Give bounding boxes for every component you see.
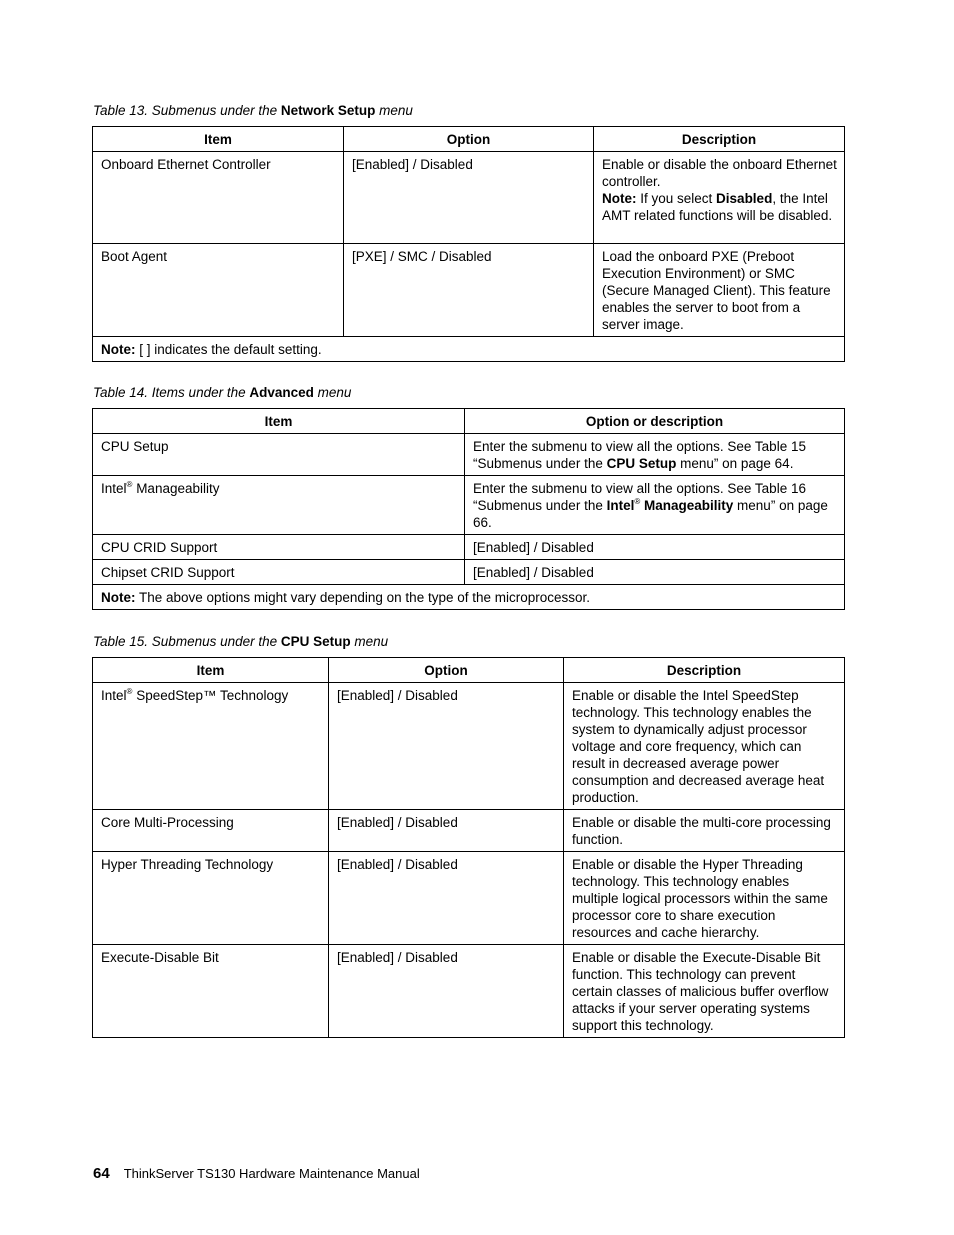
option-cell: [Enabled] / Disabled [329, 810, 564, 852]
option-cell: [Enabled] / Disabled [344, 152, 594, 244]
table-note-row [93, 337, 845, 362]
column-header: Description [564, 658, 845, 683]
table15 [92, 657, 845, 1038]
item-cell: Chipset CRID Support [93, 560, 465, 585]
description-cell: Load the onboard PXE (Preboot Execution Environment) or SMC (Secure Managed Client). This feature enables the server to boot from a server image. [594, 244, 845, 337]
column-header: Description [594, 127, 845, 152]
table-row [93, 476, 845, 535]
item-cell: Hyper Threading Technology [93, 852, 329, 945]
table-row [93, 683, 845, 810]
page-footer [93, 1165, 420, 1182]
description-cell: Enable or disable the multi-core processing function. [564, 810, 845, 852]
column-header: Option or description [465, 409, 845, 434]
column-header: Option [329, 658, 564, 683]
table-note: Note: The above options might vary depending on the type of the microprocessor. [93, 585, 845, 610]
column-header: Item [93, 658, 329, 683]
table-header-row [93, 658, 845, 683]
table-row [93, 152, 845, 244]
item-cell: Intel® SpeedStep™ Technology [93, 683, 329, 810]
table-header-row [93, 127, 845, 152]
table14-caption: Table 14. Items under the Advanced menu [93, 385, 352, 400]
item-cell: CPU CRID Support [93, 535, 465, 560]
description-cell: Enable or disable the Hyper Threading technology. This technology enables multiple logical processors within the same processor core to share execution resources and cache hierarchy. [564, 852, 845, 945]
item-cell: Boot Agent [93, 244, 344, 337]
table-row [93, 945, 845, 1038]
description-cell: Enter the submenu to view all the options. See Table 15 “Submenus under the CPU Setup menu” on page 64. [465, 434, 845, 476]
option-cell: [Enabled] / Disabled [329, 683, 564, 810]
table-row [93, 434, 845, 476]
table-row [93, 560, 845, 585]
description-cell: [Enabled] / Disabled [465, 535, 845, 560]
item-cell: Intel® Manageability [93, 476, 465, 535]
table-header-row [93, 409, 845, 434]
item-cell: Core Multi-Processing [93, 810, 329, 852]
table14 [92, 408, 845, 610]
page-number: 64 [93, 1165, 110, 1182]
column-header: Item [93, 127, 344, 152]
manual-title: ThinkServer TS130 Hardware Maintenance Manual [123, 1166, 420, 1181]
description-cell: Enable or disable the Execute-Disable Bit function. This technology can prevent certain classes of malicious buffer overflow attacks if your server operating systems support this technology. [564, 945, 845, 1038]
description-cell: [Enabled] / Disabled [465, 560, 845, 585]
table13-caption: Table 13. Submenus under the Network Setup menu [93, 103, 413, 118]
item-cell: Execute-Disable Bit [93, 945, 329, 1038]
table-note-row [93, 585, 845, 610]
table-note: Note: [ ] indicates the default setting. [93, 337, 845, 362]
table15-caption: Table 15. Submenus under the CPU Setup menu [93, 634, 389, 649]
table-row [93, 810, 845, 852]
item-cell: Onboard Ethernet Controller [93, 152, 344, 244]
column-header: Option [344, 127, 594, 152]
option-cell: [Enabled] / Disabled [329, 945, 564, 1038]
table-row [93, 852, 845, 945]
column-header: Item [93, 409, 465, 434]
table-row [93, 244, 845, 337]
table-row [93, 535, 845, 560]
option-cell: [PXE] / SMC / Disabled [344, 244, 594, 337]
description-cell: Enable or disable the onboard Ethernet controller. Note: If you select Disabled, the Intel AMT related functions will be disabled. [594, 152, 845, 244]
description-cell: Enable or disable the Intel SpeedStep technology. This technology enables the system to dynamically adjust processor voltage and core frequency, which can result in decreased average power consumption and decreased average heat production. [564, 683, 845, 810]
table13 [92, 126, 845, 362]
option-cell: [Enabled] / Disabled [329, 852, 564, 945]
item-cell: CPU Setup [93, 434, 465, 476]
description-cell: Enter the submenu to view all the options. See Table 16 “Submenus under the Intel® Manageability menu” on page 66. [465, 476, 845, 535]
